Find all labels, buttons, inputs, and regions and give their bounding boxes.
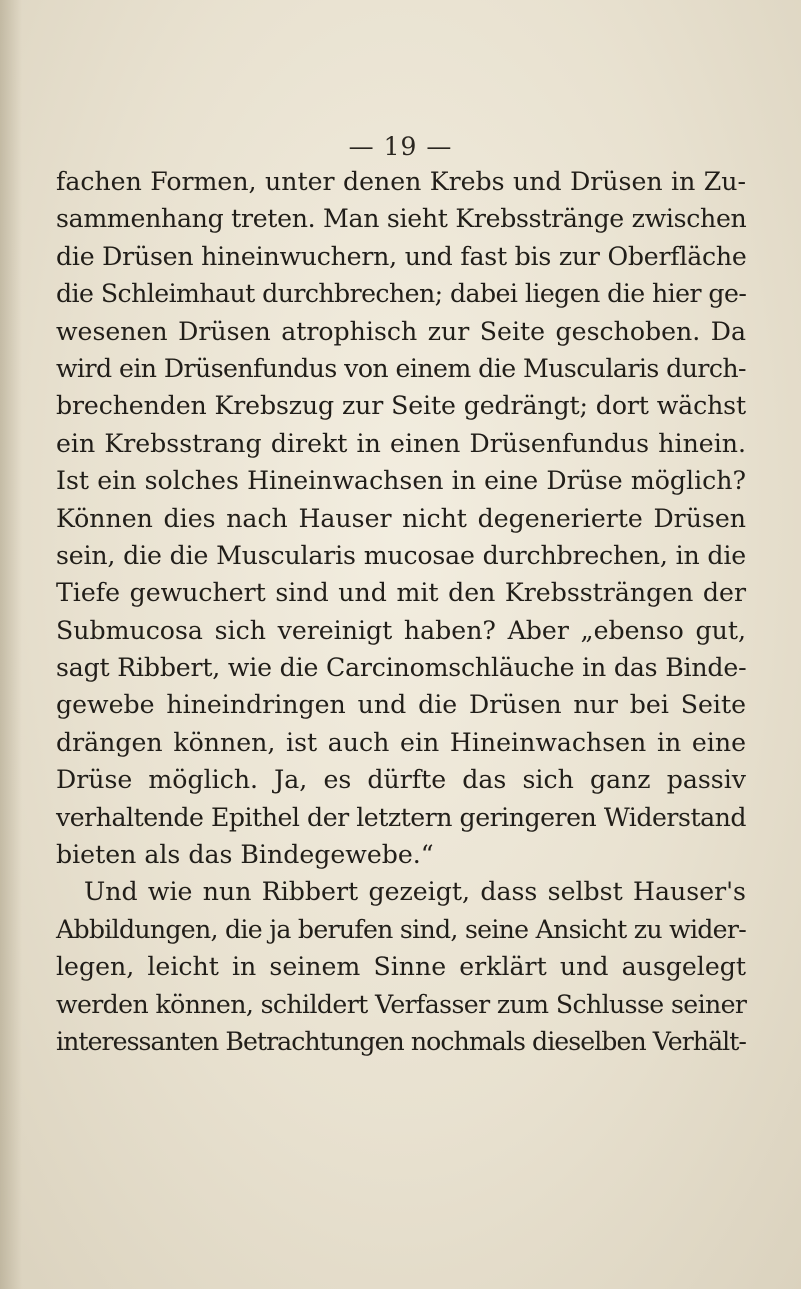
text-line: interessanten Betrachtungen nochmals dieselben Verhält- bbox=[56, 1026, 746, 1056]
text-line: wesenen Drüsen atrophisch zur Seite geschoben. Da bbox=[56, 316, 746, 346]
text-line: werden können, schildert Verfasser zum Schlusse seiner bbox=[56, 989, 747, 1019]
text-line: Tiefe gewuchert sind und mit den Krebssträngen der bbox=[56, 578, 746, 608]
text-line: legen, leicht in seinem Sinne erklärt und ausgelegt bbox=[56, 952, 746, 982]
text-line: drängen können, ist auch ein Hineinwachsen in eine bbox=[56, 727, 746, 757]
text-line: wird ein Drüsenfundus von einem die Muscularis durch- bbox=[56, 353, 746, 383]
page-edge-shadow bbox=[0, 0, 22, 1289]
text-line: Ist ein solches Hineinwachsen in eine Drüse möglich? bbox=[56, 466, 746, 496]
text-line: gewebe hineindringen und die Drüsen nur bei Seite bbox=[56, 690, 746, 720]
text-line: die Schleimhaut durchbrechen; dabei liegen die hier ge- bbox=[56, 279, 747, 309]
text-line: Abbildungen, die ja berufen sind, seine Ansicht zu wider- bbox=[56, 914, 746, 944]
page-number: — 19 — bbox=[348, 132, 453, 161]
text-line: Submucosa sich vereinigt haben? Aber „ebenso gut, bbox=[56, 615, 746, 645]
text-line: brechenden Krebszug zur Seite gedrängt; dort wächst bbox=[56, 391, 746, 421]
text-line: Drüse möglich. Ja, es dürfte das sich ganz passiv bbox=[56, 765, 746, 795]
text-line: Und wie nun Ribbert gezeigt, dass selbst Hauser's bbox=[84, 877, 746, 907]
text-line: fachen Formen, unter denen Krebs und Drüsen in Zu- bbox=[56, 167, 746, 196]
text-line: die Drüsen hineinwuchern, und fast bis zur Oberfläche bbox=[56, 241, 747, 271]
text-line: verhaltende Epithel der letztern geringeren Widerstand bbox=[56, 802, 746, 832]
text-line: sagt Ribbert, wie die Carcinomschläuche in das Binde- bbox=[56, 653, 747, 683]
text-line: sammenhang treten. Man sieht Krebsstränge zwischen bbox=[56, 204, 747, 234]
text-line: sein, die die Muscularis mucosae durchbrechen, in die bbox=[56, 540, 746, 570]
text-line: Können dies nach Hauser nicht degenerierte Drüsen bbox=[56, 503, 746, 533]
text-line: bieten als das Bindegewebe.“ bbox=[56, 840, 434, 870]
text-line: ein Krebsstrang direkt in einen Drüsenfundus hinein. bbox=[56, 428, 746, 458]
body-text bbox=[56, 163, 746, 1060]
